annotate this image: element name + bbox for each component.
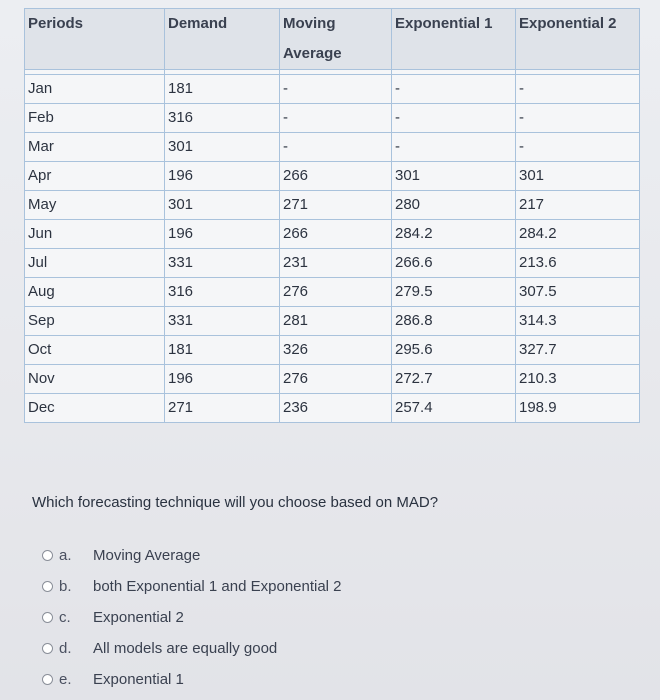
forecast-table	[24, 8, 640, 423]
cell-exponential-1: 266.6	[392, 249, 516, 278]
table-row	[25, 220, 640, 249]
header-moving-average: Moving Average	[280, 9, 392, 70]
radio-button[interactable]	[42, 674, 53, 685]
cell-exponential-1: 257.4	[392, 394, 516, 423]
cell-exponential-1: -	[392, 133, 516, 162]
cell-exponential-2: 217	[516, 191, 640, 220]
answer-option[interactable]	[42, 602, 342, 633]
cell-period: Feb	[25, 104, 165, 133]
cell-exponential-2: -	[516, 133, 640, 162]
cell-period: Sep	[25, 307, 165, 336]
table-body	[25, 70, 640, 423]
cell-demand: 331	[165, 249, 280, 278]
table-row	[25, 249, 640, 278]
cell-moving-average: 276	[280, 365, 392, 394]
cell-exponential-2: -	[516, 75, 640, 104]
cell-period: Jan	[25, 75, 165, 104]
cell-period: Apr	[25, 162, 165, 191]
cell-period: Aug	[25, 278, 165, 307]
option-label: Exponential 2	[93, 609, 184, 626]
cell-exponential-2: 301	[516, 162, 640, 191]
cell-period: Dec	[25, 394, 165, 423]
cell-moving-average: 236	[280, 394, 392, 423]
cell-demand: 316	[165, 278, 280, 307]
cell-exponential-1: 301	[392, 162, 516, 191]
cell-period: Nov	[25, 365, 165, 394]
cell-exponential-1: 280	[392, 191, 516, 220]
table-row	[25, 162, 640, 191]
cell-exponential-1: 279.5	[392, 278, 516, 307]
table-row	[25, 365, 640, 394]
radio-button[interactable]	[42, 612, 53, 623]
cell-demand: 196	[165, 220, 280, 249]
cell-demand: 181	[165, 75, 280, 104]
table-row	[25, 394, 640, 423]
cell-moving-average: -	[280, 75, 392, 104]
cell-exponential-2: -	[516, 104, 640, 133]
cell-demand: 331	[165, 307, 280, 336]
option-letter: c.	[59, 609, 71, 626]
radio-button[interactable]	[42, 581, 53, 592]
cell-moving-average: 276	[280, 278, 392, 307]
cell-exponential-1: 286.8	[392, 307, 516, 336]
cell-demand: 196	[165, 365, 280, 394]
cell-exponential-1: 272.7	[392, 365, 516, 394]
cell-exponential-2: 210.3	[516, 365, 640, 394]
cell-moving-average: -	[280, 133, 392, 162]
table-row	[25, 191, 640, 220]
answer-option[interactable]	[42, 540, 342, 571]
cell-exponential-2: 327.7	[516, 336, 640, 365]
table-row	[25, 336, 640, 365]
table-row	[25, 307, 640, 336]
cell-moving-average: -	[280, 104, 392, 133]
cell-exponential-2: 284.2	[516, 220, 640, 249]
cell-period: Oct	[25, 336, 165, 365]
header-exponential-2: Exponential 2	[516, 9, 640, 70]
cell-demand: 316	[165, 104, 280, 133]
table-row	[25, 104, 640, 133]
cell-moving-average: 281	[280, 307, 392, 336]
header-periods: Periods	[25, 9, 165, 70]
option-letter: e.	[59, 671, 72, 688]
cell-moving-average: 266	[280, 162, 392, 191]
option-letter: b.	[59, 578, 72, 595]
cell-period: Jun	[25, 220, 165, 249]
answer-option[interactable]	[42, 633, 342, 664]
radio-button[interactable]	[42, 550, 53, 561]
cell-moving-average: 271	[280, 191, 392, 220]
cell-exponential-1: 295.6	[392, 336, 516, 365]
option-letter: a.	[59, 547, 72, 564]
cell-exponential-1: -	[392, 75, 516, 104]
answer-option[interactable]	[42, 571, 342, 602]
cell-demand: 301	[165, 191, 280, 220]
question-text: Which forecasting technique will you choose based on MAD?	[32, 494, 439, 511]
cell-period: Mar	[25, 133, 165, 162]
header-demand: Demand	[165, 9, 280, 70]
table-row	[25, 278, 640, 307]
option-label: both Exponential 1 and Exponential 2	[93, 578, 342, 595]
cell-exponential-2: 314.3	[516, 307, 640, 336]
cell-moving-average: 266	[280, 220, 392, 249]
option-label: All models are equally good	[93, 640, 278, 657]
option-label: Moving Average	[93, 547, 201, 564]
answer-options	[42, 540, 342, 695]
table-header-row	[25, 9, 640, 70]
answer-option[interactable]	[42, 664, 342, 695]
cell-demand: 196	[165, 162, 280, 191]
option-letter: d.	[59, 640, 72, 657]
cell-demand: 301	[165, 133, 280, 162]
cell-exponential-1: -	[392, 104, 516, 133]
table-row	[25, 75, 640, 104]
cell-exponential-2: 307.5	[516, 278, 640, 307]
cell-period: May	[25, 191, 165, 220]
radio-button[interactable]	[42, 643, 53, 654]
cell-exponential-2: 198.9	[516, 394, 640, 423]
option-label: Exponential 1	[93, 671, 184, 688]
cell-moving-average: 326	[280, 336, 392, 365]
cell-moving-average: 231	[280, 249, 392, 278]
header-exponential-1: Exponential 1	[392, 9, 516, 70]
table-row	[25, 133, 640, 162]
cell-demand: 271	[165, 394, 280, 423]
cell-exponential-1: 284.2	[392, 220, 516, 249]
cell-exponential-2: 213.6	[516, 249, 640, 278]
cell-period: Jul	[25, 249, 165, 278]
cell-demand: 181	[165, 336, 280, 365]
